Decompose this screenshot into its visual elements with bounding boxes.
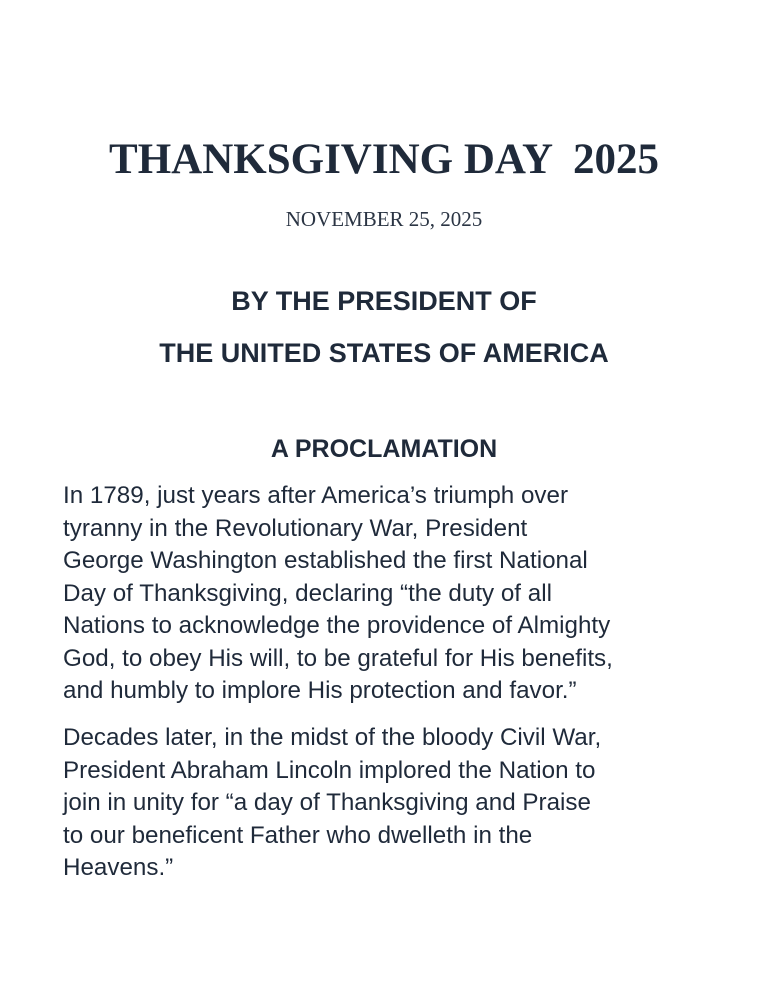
- proclamation-heading: A PROCLAMATION: [270, 435, 498, 463]
- paragraph-line: and humbly to implore His protection and favor.”: [63, 677, 577, 704]
- byline-line-2: THE UNITED STATES OF AMERICA: [159, 338, 609, 368]
- paragraph-2: [63, 722, 713, 885]
- byline-line-1: BY THE PRESIDENT OF: [231, 286, 537, 316]
- paragraph-line: Decades later, in the midst of the bloody Civil War,: [63, 724, 602, 751]
- paragraph-line: join in unity for “a day of Thanksgiving and Praise: [63, 789, 591, 816]
- paragraph-line: tyranny in the Revolutionary War, President: [63, 514, 528, 542]
- paragraph-line: Day of Thanksgiving, declaring “the duty of all: [63, 579, 552, 607]
- paragraph-line: Heavens.”: [63, 854, 174, 881]
- paragraph-line: Nations to acknowledge the providence of Almighty: [63, 612, 611, 639]
- paragraph-line: to our beneficent Father who dwelleth in the: [63, 821, 533, 849]
- paragraph-line: George Washington established the first National: [63, 547, 588, 574]
- document-date: NOVEMBER 25, 2025: [285, 207, 483, 231]
- paragraph-line: In 1789, just years after America’s triumph over: [63, 482, 569, 509]
- paragraph-line: President Abraham Lincoln implored the Nation to: [63, 756, 596, 784]
- paragraph-line: God, to obey His will, to be grateful for His benefits,: [63, 644, 613, 672]
- document-title: THANKSGIVING DAY 2025: [109, 136, 659, 183]
- paragraph-1: [63, 480, 713, 708]
